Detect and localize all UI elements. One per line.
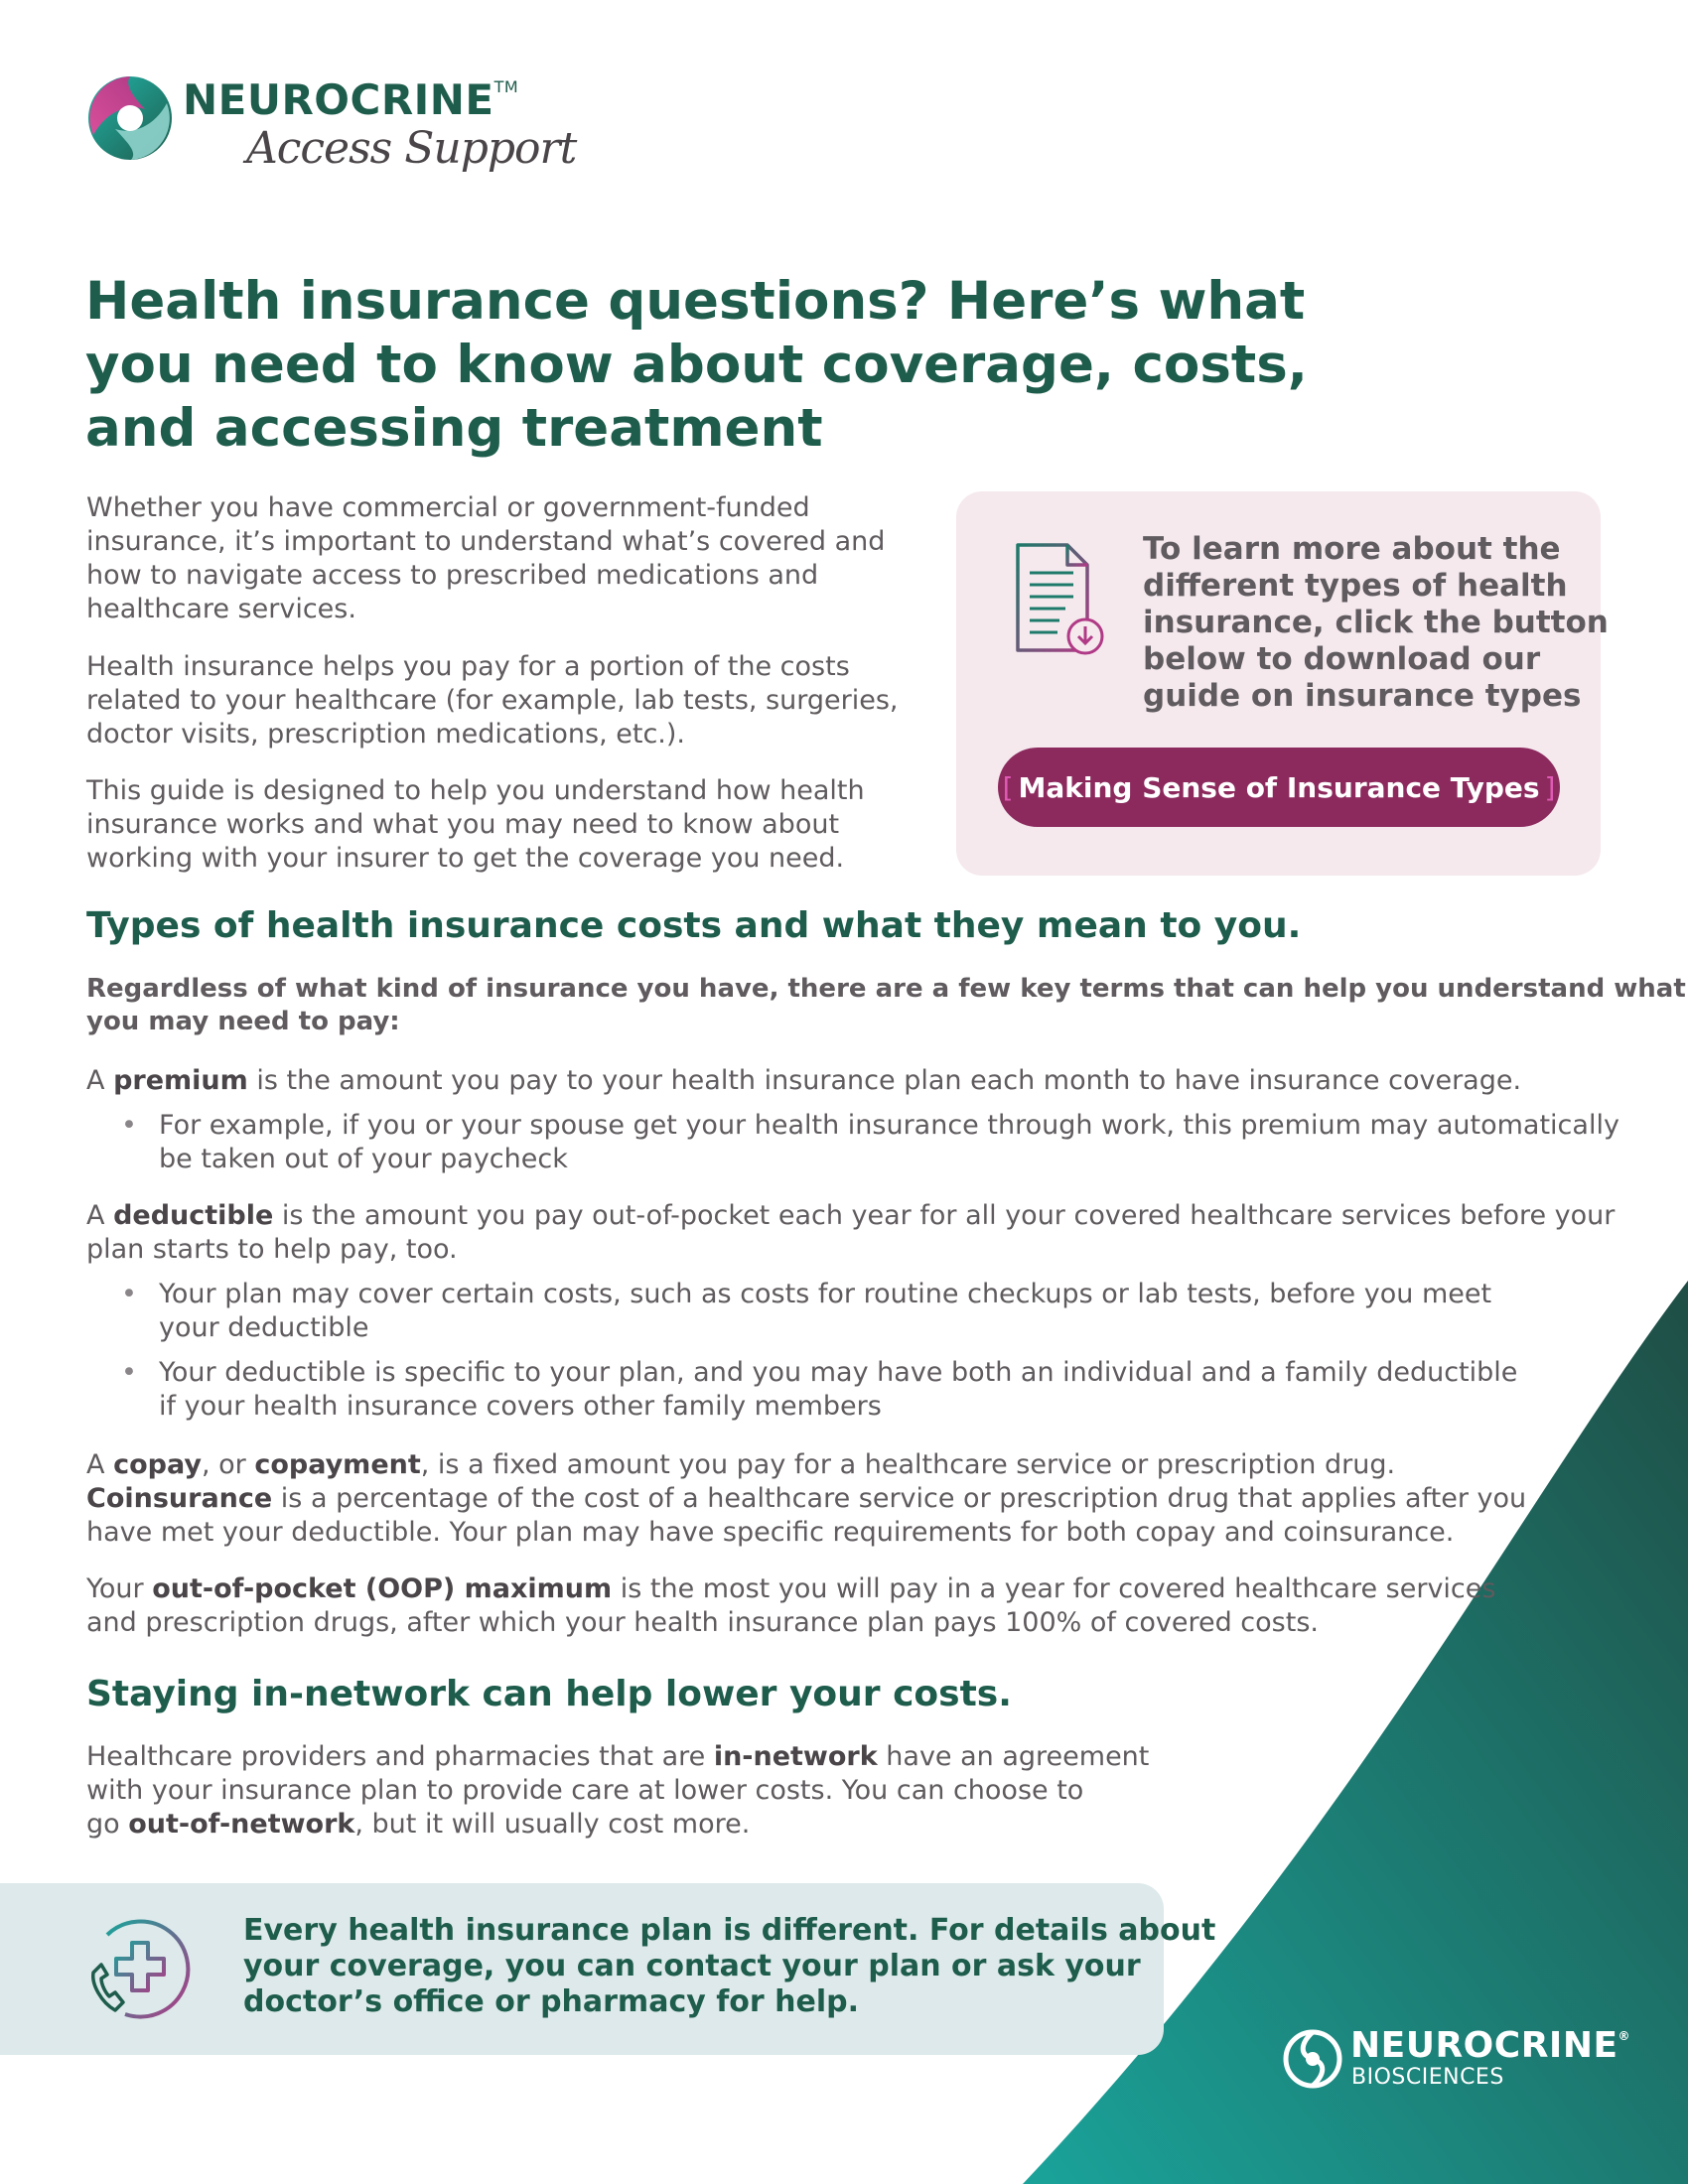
oop-maximum-definition: Your out-of-pocket (OOP) maximum is the most you will pay in a year for covered healthcare services and prescription drugs, after which your health insurance plan pays 100% of covered costs. [86,1573,1496,1638]
swirl-logo-icon [85,73,175,163]
cost-types-lead: Regardless of what kind of insurance you have, there are a few key terms that can help you understand what you may need to pay: [86,974,1686,1036]
deductible-bullet-2: • Your deductible is specific to your plan, and you may have both an individual and a family deductible if your health insurance covers other family members [86,1356,1615,1424]
download-insurance-types-button[interactable]: [ Making Sense of Insurance Types ] [998,748,1560,827]
insurance-guide-callout [956,491,1609,876]
logo-wordmark: NEUROCRINE™ [183,75,519,124]
coverage-help-note [0,1883,1216,2055]
document-download-icon [1008,539,1107,658]
footer-tagline: BIOSCIENCES [1351,2065,1504,2090]
phone-medical-cross-icon [85,1911,195,2026]
section-heading-cost-types: Types of health insurance costs and what they mean to you. [86,905,1302,946]
intro-paragraph-3: This guide is designed to help you understand how health insurance works and what you may need to know about working with your insurer to get the coverage you need. [86,775,865,874]
neurocrine-access-support-logo [85,66,577,195]
page-title: Health insurance questions? Here’s what you need to know about coverage, costs, and accessing treatment [85,271,1308,459]
deductible-definition: A deductible is the amount you pay out-of-pocket each year for all your covered healthcare services before your plan starts to help pay, too. • Your plan may cover certain costs, such as costs for routine checkups or lab tests, before you meet your deductible • Your deductible is specific to your plan, and you may have both an individual and a family deductible if your health insurance covers other family members [86,1199,1615,1424]
intro-paragraph-2: Health insurance helps you pay for a portion of the costs related to your healthcare (for example, lab tests, surgeries, doctor visits, prescription medications, etc.). [86,651,899,750]
copay-coinsurance-definition: A copay, or copayment, is a fixed amount you pay for a healthcare service or prescription drug. Coinsurance is a percentage of the cost of a healthcare service or prescription drug that applies after you have met your deductible. Your plan may have specific requirements for both copay and coinsurance. [86,1449,1527,1548]
deductible-bullet-1: • Your plan may cover certain costs, such as costs for routine checkups or lab tests, before you meet your deductible [86,1278,1615,1345]
neurocrine-biosciences-logo [1283,2025,1631,2095]
premium-bullet: • For example, if you or your spouse get your health insurance through work, this premium may automatically be taken out of your paycheck [86,1109,1619,1176]
section-heading-in-network: Staying in-network can help lower your costs. [86,1674,1012,1714]
coverage-help-text: Every health insurance plan is different. For details about your coverage, you can contact your plan or ask your doctor’s office or pharmacy for help. [243,1913,1216,2019]
footer-wordmark: NEUROCRINE® [1350,2025,1631,2066]
intro-paragraph-1: Whether you have commercial or government-funded insurance, it’s important to understand what’s covered and how to navigate access to prescribed medications and healthcare services. [86,492,886,624]
swirl-logo-icon [1283,2029,1342,2089]
logo-script-tagline: Access Support [246,123,577,174]
callout-text: To learn more about the different types of health insurance, click the button below to download our guide on insurance types [1143,531,1609,714]
in-network-paragraph: Healthcare providers and pharmacies that are in-network have an agreement with your insurance plan to provide care at lower costs. You can choose to go out-of-network, but it will usually cost more. [86,1741,1150,1840]
premium-definition: A premium is the amount you pay to your health insurance plan each month to have insurance coverage. • For example, if you or your spouse get your health insurance through work, this premium may automatically be taken out of your paycheck [86,1064,1619,1176]
